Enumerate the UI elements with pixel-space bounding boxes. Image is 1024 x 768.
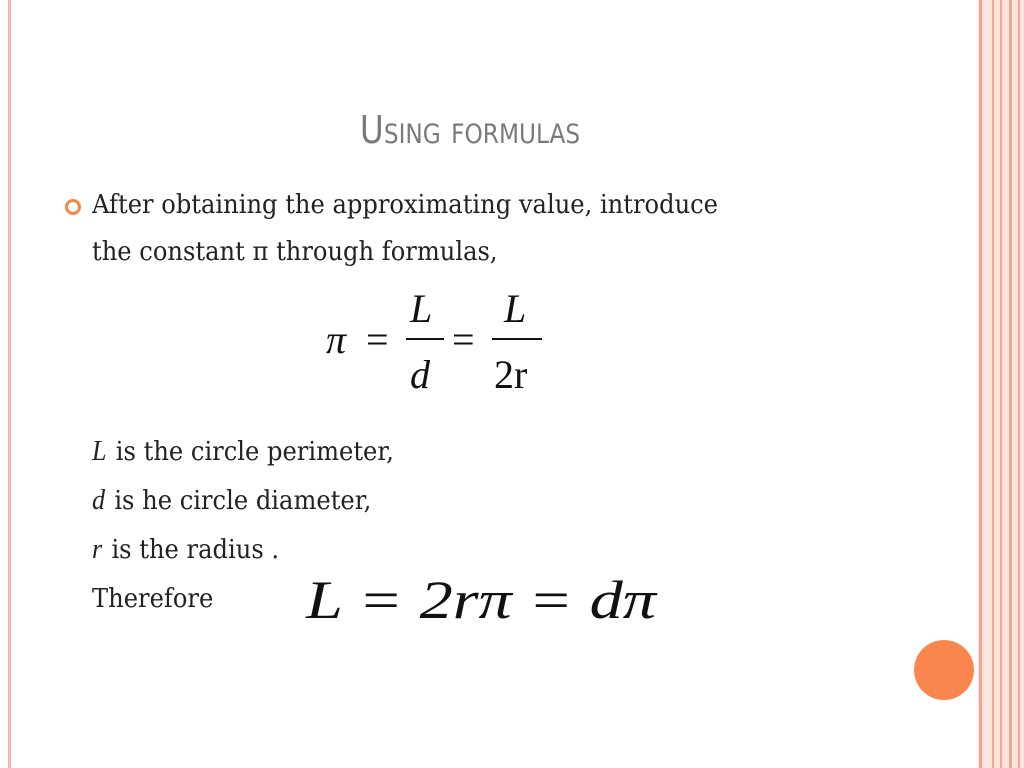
perimeter-formula-text: L = 2rπ = dπ (304, 570, 659, 630)
right-stripe (1009, 0, 1012, 768)
bullet-text-line-2 (92, 237, 498, 267)
right-stripe (1000, 0, 1002, 768)
definition-line (92, 485, 371, 517)
orange-decorative-dot (914, 640, 974, 700)
left-decorative-border (8, 0, 11, 768)
therefore-label: Therefore (92, 584, 214, 614)
definition-variable: r (92, 534, 103, 565)
definition-variable: d (92, 485, 106, 516)
formula-equals-2: = (452, 317, 475, 362)
formula-numerator-2: L (504, 286, 527, 331)
bullet-text-before-pi: the constant (92, 237, 253, 267)
bullet-circle-icon (65, 199, 81, 215)
definition-line (92, 534, 279, 566)
formula-denominator-1: d (410, 352, 430, 397)
definition-text: is the circle perimeter, (115, 437, 394, 467)
formula-equals-1: = (366, 317, 389, 362)
slide-title: Using formulas (359, 108, 581, 152)
right-stripe (992, 0, 994, 768)
right-stripe (979, 0, 982, 768)
definition-text: is he circle diameter, (114, 486, 372, 516)
formula-numerator-1: L (410, 286, 433, 331)
definition-line (92, 436, 394, 468)
definition-variable: L (92, 436, 107, 467)
pi-symbol: π (252, 237, 269, 267)
formula-pi: π (326, 317, 347, 362)
pi-formula (320, 282, 580, 412)
bullet-text-after-pi: through formulas, (268, 237, 498, 267)
perimeter-formula (300, 562, 680, 632)
right-stripe (1018, 0, 1020, 768)
formula-denominator-2: 2r (494, 352, 528, 397)
bullet-text-line-1: After obtaining the approximating value, introduce (92, 190, 718, 220)
definition-text: is the radius . (111, 535, 280, 565)
